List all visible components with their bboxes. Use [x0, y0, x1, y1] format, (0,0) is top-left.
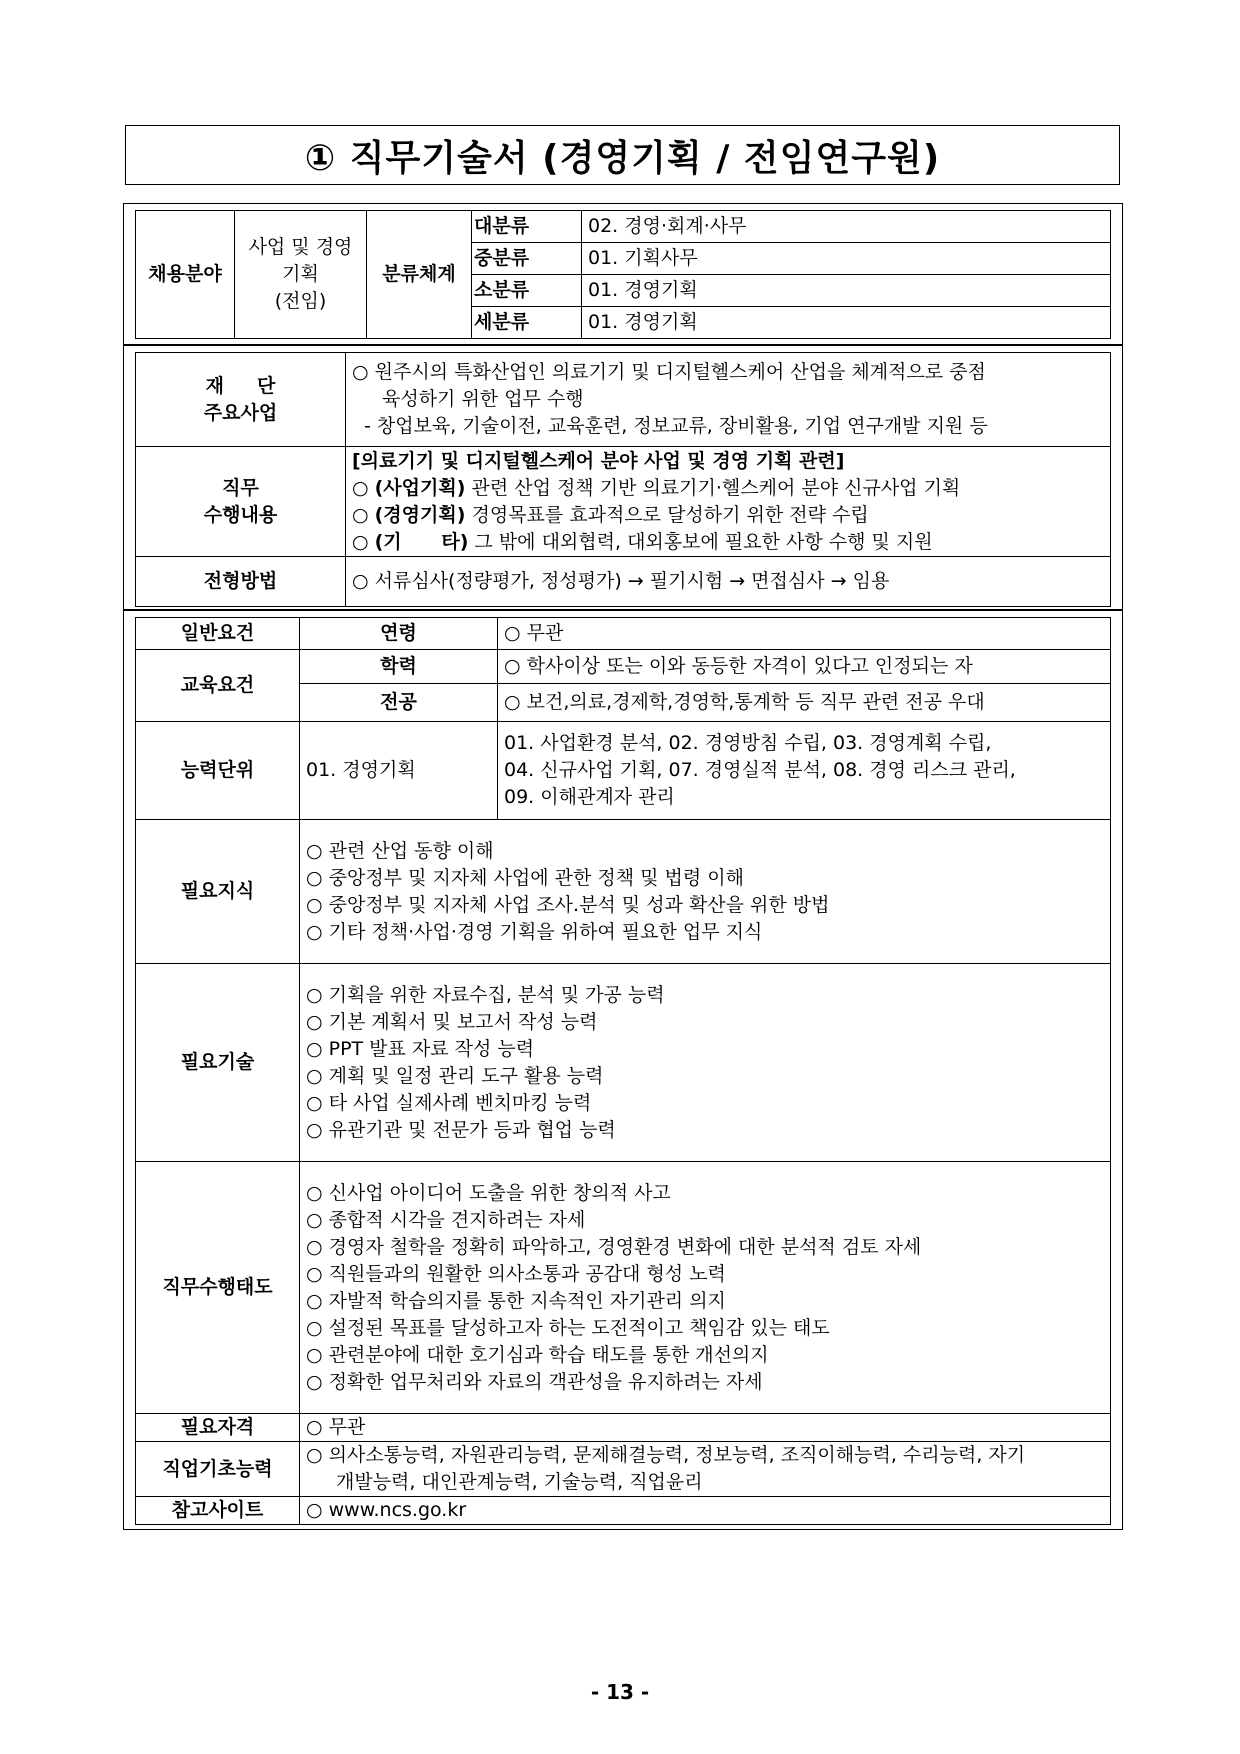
skill-content: ○ 기획을 위한 자료수집, 분석 및 가공 능력 ○ 기본 계획서 및 보고서 작성 능력 ○ PPT 발표 자료 작성 능력 ○ 계획 및 일정 관리 도구 활용 능력 ○ 타 사업 실제사례 벤치마킹 능력 ○ 유관기관 및 전문가 등과 협업 능력	[300, 964, 1111, 1162]
degree-label: 학력	[300, 650, 498, 684]
major-value: ○ 보건,의료,경제학,경영학,통계학 등 직무 관련 전공 우대	[498, 684, 1111, 722]
class-detail-value: 01. 경영기획	[582, 307, 1111, 339]
duty-table	[135, 352, 1111, 607]
requirements-table	[135, 617, 1111, 1525]
classification-label: 분류체계	[367, 211, 472, 339]
duty-label: 직무 수행내용	[136, 447, 346, 557]
selection-label: 전형방법	[136, 557, 346, 607]
duty-content	[346, 447, 1111, 557]
duty-item: ○ (사업기획) 관련 산업 정책 기반 의료기기·헬스케어 분야 신규사업 기획	[352, 476, 961, 499]
duty-item: ○ (기 타) 그 밖에 대외협력, 대외홍보에 필요한 사항 수행 및 지원	[352, 530, 933, 553]
ability-unit-sub: 01. 경영기획	[300, 722, 498, 820]
basic-competency-label: 직업기초능력	[136, 1442, 300, 1497]
class-middle-label: 중분류	[472, 243, 582, 275]
age-label: 연령	[300, 618, 498, 650]
knowledge-content: ○ 관련 산업 동향 이해 ○ 중앙정부 및 지자체 사업에 관한 정책 및 법령 이해 ○ 중앙정부 및 지자체 사업 조사.분석 및 성과 확산을 위한 방법 ○ 기타 정책·사업·경영 기획을 위하여 필요한 업무 지식	[300, 820, 1111, 964]
attitude-content: ○ 신사업 아이디어 도출을 위한 창의적 사고 ○ 종합적 시각을 견지하려는 자세 ○ 경영자 철학을 정확히 파악하고, 경영환경 변화에 대한 분석적 검토 자세 ○ 직원들과의 원활한 의사소통과 공감대 형성 노력 ○ 자발적 학습의지를 통한 지속적인 자기관리 의지 ○ 설정된 목표를 달성하고자 하는 도전적이고 책임감 있는 태도 ○ 관련분야에 대한 호기심과 학습 태도를 통한 개선의지 ○ 정확한 업무처리와 자료의 객관성을 유지하려는 자세	[300, 1162, 1111, 1414]
duty-item: ○ (경영기획) 경영목표를 효과적으로 달성하기 위한 전략 수립	[352, 503, 869, 526]
attitude-label: 직무수행태도	[136, 1162, 300, 1414]
class-major-label: 대분류	[472, 211, 582, 243]
page-title: ① 직무기술서 (경영기획 / 전임연구원)	[125, 125, 1120, 185]
duty-section	[123, 345, 1123, 610]
classification-table	[135, 210, 1111, 339]
class-minor-label: 소분류	[472, 275, 582, 307]
knowledge-label: 필요지식	[136, 820, 300, 964]
class-minor-value: 01. 경영기획	[582, 275, 1111, 307]
age-value: ○ 무관	[498, 618, 1111, 650]
foundation-content: ○ 원주시의 특화산업인 의료기기 및 디지털헬스케어 산업을 체계적으로 중점 육성하기 위한 업무 수행 - 창업보육, 기술이전, 교육훈련, 정보교류, 장비활용, 기업 연구개발 지원 등	[346, 353, 1111, 447]
basic-competency-content: ○ 의사소통능력, 자원관리능력, 문제해결능력, 정보능력, 조직이해능력, 수리능력, 자기 개발능력, 대인관계능력, 기술능력, 직업윤리	[300, 1442, 1111, 1497]
selection-value: ○ 서류심사(정량평가, 정성평가) → 필기시험 → 면접심사 → 임용	[346, 557, 1111, 607]
skill-label: 필요기술	[136, 964, 300, 1162]
recruit-field-value: 사업 및 경영 기획 (전임)	[235, 211, 367, 339]
certification-value: ○ 무관	[300, 1414, 1111, 1442]
recruit-field-label: 채용분야	[136, 211, 235, 339]
reference-site-label: 참고사이트	[136, 1497, 300, 1525]
requirements-section	[123, 610, 1123, 1530]
degree-value: ○ 학사이상 또는 이와 동등한 자격이 있다고 인정되는 자	[498, 650, 1111, 684]
foundation-label: 재 단 주요사업	[136, 353, 346, 447]
certification-label: 필요자격	[136, 1414, 300, 1442]
ability-unit-label: 능력단위	[136, 722, 300, 820]
ability-unit-list: 01. 사업환경 분석, 02. 경영방침 수립, 03. 경영계획 수립, 04. 신규사업 기획, 07. 경영실적 분석, 08. 경영 리스크 관리, 09. 이해관계자 관리	[498, 722, 1111, 820]
page-number: - 13 -	[590, 1680, 650, 1704]
reference-site-value[interactable]: ○ www.ncs.go.kr	[300, 1497, 1111, 1525]
class-major-value: 02. 경영·회계·사무	[582, 211, 1111, 243]
duty-heading: [의료기기 및 디지털헬스케어 분야 사업 및 경영 기획 관련]	[352, 449, 845, 472]
general-requirement-label: 일반요건	[136, 618, 300, 650]
classification-section	[123, 203, 1123, 345]
class-detail-label: 세분류	[472, 307, 582, 339]
major-label: 전공	[300, 684, 498, 722]
education-requirement-label: 교육요건	[136, 650, 300, 722]
class-middle-value: 01. 기획사무	[582, 243, 1111, 275]
